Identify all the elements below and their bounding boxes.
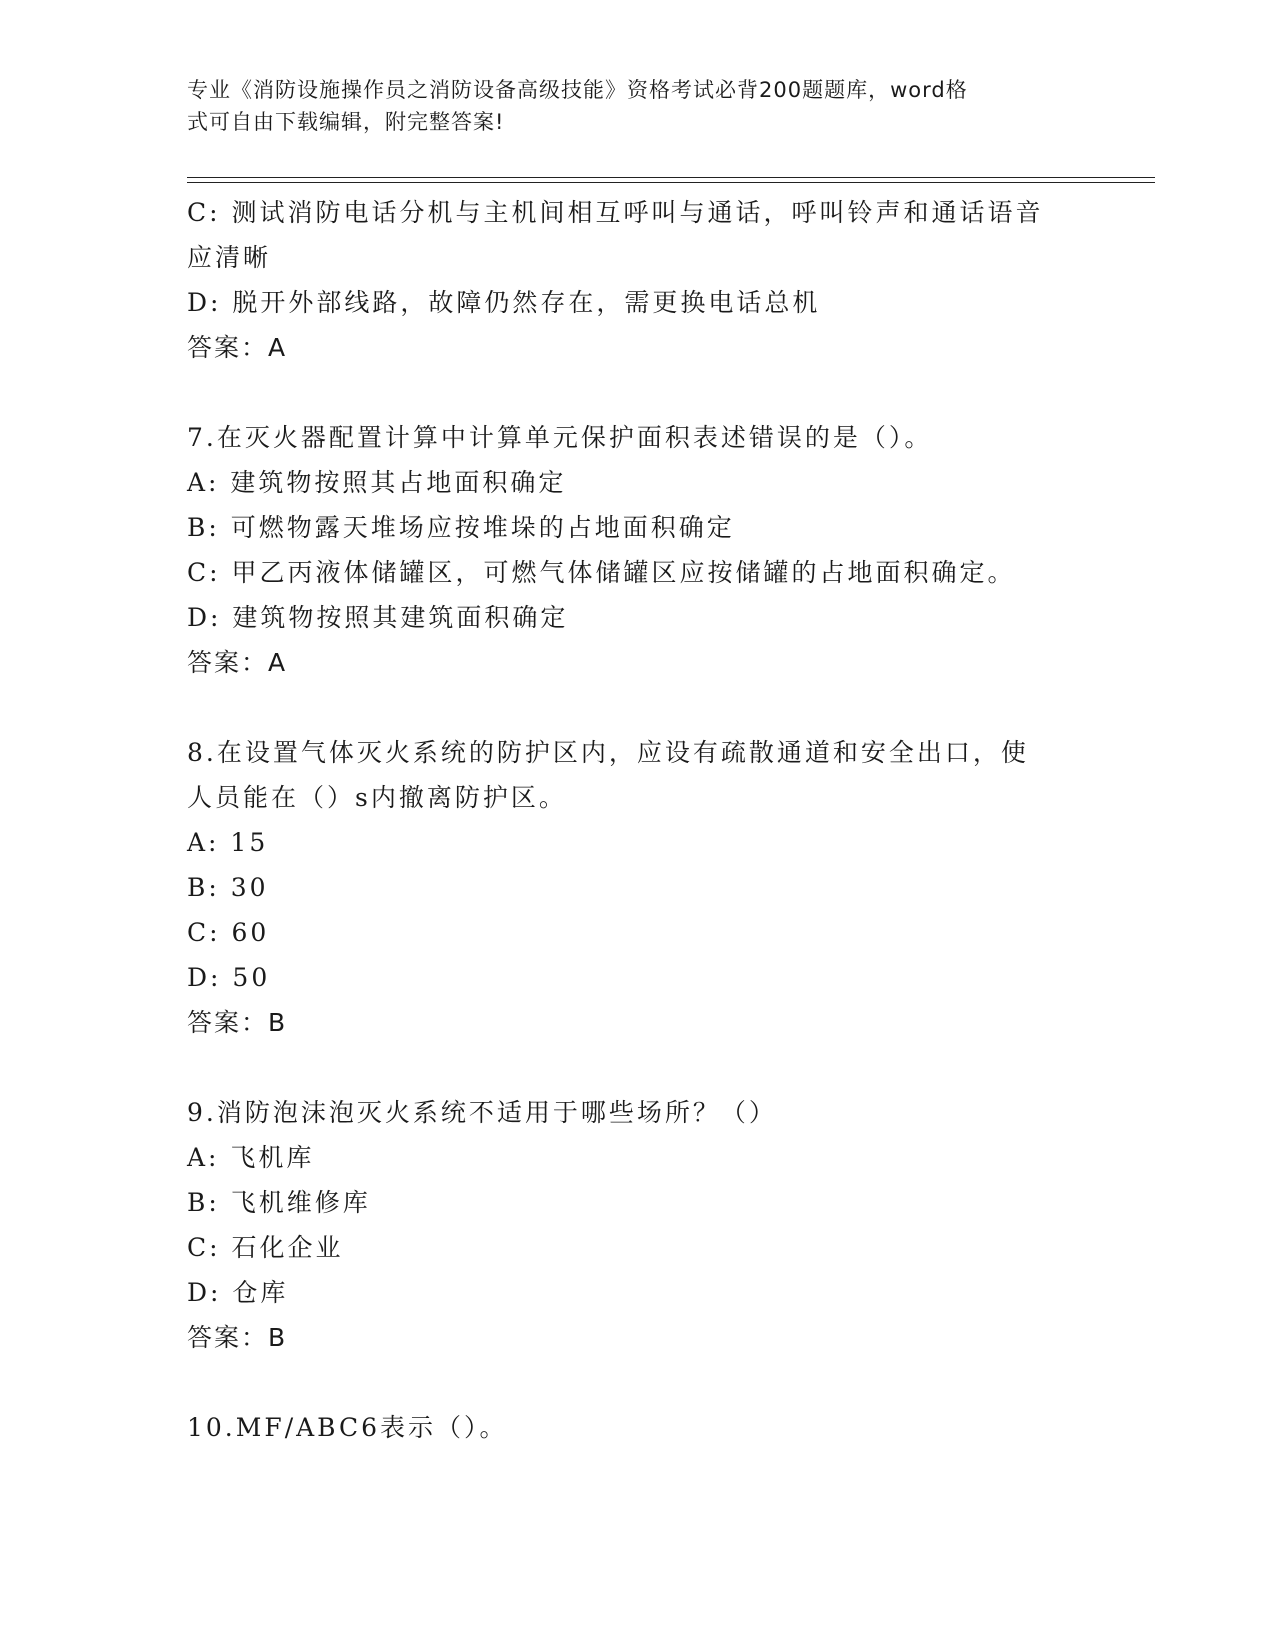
option-a: A: 飞机库 xyxy=(187,1143,315,1172)
option-a: A: 15 xyxy=(187,828,269,857)
option-b: B: 30 xyxy=(187,873,269,902)
spacer xyxy=(187,1360,1087,1405)
option-d: D: 50 xyxy=(187,963,271,992)
option-d: D: 建筑物按照其建筑面积确定 xyxy=(187,603,569,632)
option-b: B: 飞机维修库 xyxy=(187,1188,371,1217)
header-rule-top xyxy=(187,177,1155,178)
option-c: C: 甲乙丙液体储罐区，可燃气体储罐区应按储罐的占地面积确定。 xyxy=(187,558,1016,587)
question-list xyxy=(187,190,1087,1450)
answer: 答案：A xyxy=(187,648,288,677)
option-b: B: 可燃物露天堆场应按堆垛的占地面积确定 xyxy=(187,513,735,542)
question-6-continued xyxy=(187,190,1087,370)
option-c-continued: 应清晰 xyxy=(187,243,272,272)
spacer xyxy=(187,370,1087,415)
header-line-2: 式可自由下载编辑，附完整答案! xyxy=(187,110,505,134)
question-10 xyxy=(187,1405,1087,1450)
question-7 xyxy=(187,415,1087,685)
answer: 答案：B xyxy=(187,1323,288,1352)
spacer xyxy=(187,685,1087,730)
header-line-1: 专业《消防设施操作员之消防设备高级技能》资格考试必背200题题库，word格 xyxy=(187,78,968,102)
answer: 答案：A xyxy=(187,333,288,362)
question-text: 9.消防泡沫泡灭火系统不适用于哪些场所？（） xyxy=(187,1098,777,1127)
answer: 答案：B xyxy=(187,1008,288,1037)
option-c: C: 60 xyxy=(187,918,270,947)
option-d: D: 仓库 xyxy=(187,1278,289,1307)
header-rule-bottom xyxy=(187,182,1155,183)
option-d: D: 脱开外部线路，故障仍然存在，需更换电话总机 xyxy=(187,288,821,317)
question-9 xyxy=(187,1090,1087,1360)
question-text: 8.在设置气体灭火系统的防护区内，应设有疏散通道和安全出口，使 xyxy=(187,738,1029,767)
question-text: 10.MF/ABC6表示（）。 xyxy=(187,1413,508,1442)
question-8 xyxy=(187,730,1087,1045)
question-text: 7.在灭火器配置计算中计算单元保护面积表述错误的是（）。 xyxy=(187,423,933,452)
option-a: A: 建筑物按照其占地面积确定 xyxy=(187,468,567,497)
option-c: C: 测试消防电话分机与主机间相互呼叫与通话，呼叫铃声和通话语音 xyxy=(187,198,1044,227)
document-header xyxy=(187,74,1067,138)
spacer xyxy=(187,1045,1087,1090)
question-text-continued: 人员能在（）s内撤离防护区。 xyxy=(187,783,567,812)
option-c: C: 石化企业 xyxy=(187,1233,344,1262)
